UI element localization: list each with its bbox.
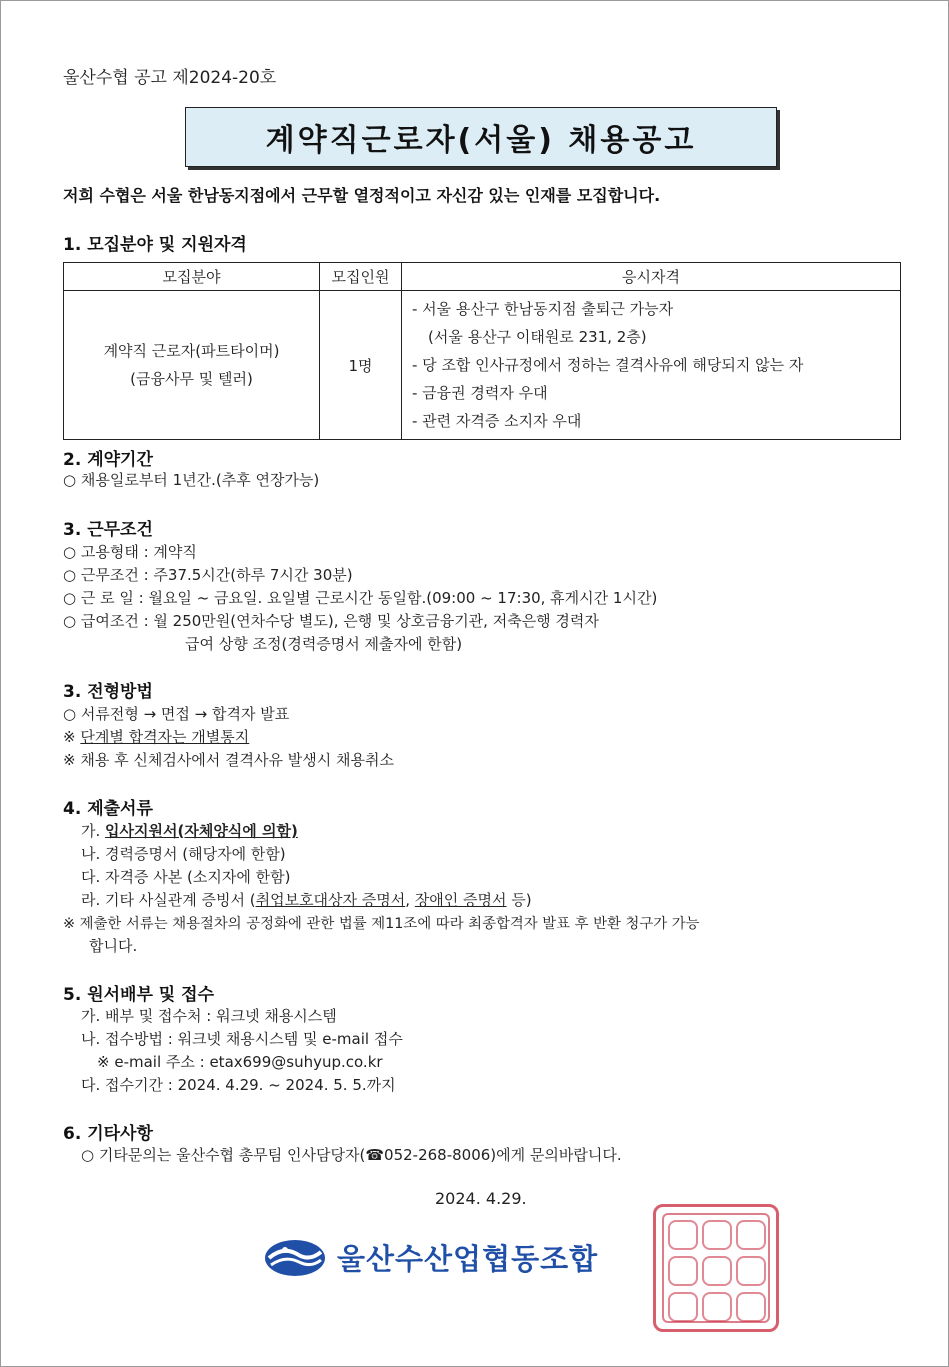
document-item-4-sep: , xyxy=(405,891,415,909)
document-item-4-prefix: 라. 기타 사실관계 증빙서 ( xyxy=(81,891,256,909)
title-box xyxy=(185,107,777,167)
organization-name: 울산수산업협동조합 xyxy=(337,1242,599,1276)
contract-period-line: ○ 채용일로부터 1년간.(추후 연장가능) xyxy=(63,471,320,489)
document-item-3: 다. 자격증 사본 (소지자에 한함) xyxy=(81,868,291,886)
condition-line-2: ○ 근무조건 : 주37.5시간(하루 7시간 30분) xyxy=(63,566,353,584)
section6-heading: 6. 기타사항 xyxy=(63,1124,153,1144)
field-line-1: 계약직 근로자(파트타이머) xyxy=(103,342,280,360)
organization-block xyxy=(263,1237,598,1278)
section4-heading: 4. 제출서류 xyxy=(63,799,153,819)
document-item-1-prefix: 가. xyxy=(81,822,106,840)
recruitment-table xyxy=(63,262,901,440)
selection-line-1: ○ 서류전형 → 면접 → 합격자 발표 xyxy=(63,705,290,723)
qualification-1: - 서울 용산구 한남동지점 출퇴근 가능자 xyxy=(412,300,674,318)
document-item-4-suffix: 등) xyxy=(506,891,532,909)
document-note-2: 합니다. xyxy=(89,937,138,955)
selection-mark: ※ xyxy=(63,728,81,746)
selection-heading: 3. 전형방법 xyxy=(63,682,153,702)
condition-line-1: ○ 고용형태 : 계약직 xyxy=(63,543,197,561)
document-item-4 xyxy=(81,889,532,910)
qualification-5: - 관련 자격증 소지자 우대 xyxy=(412,412,582,430)
section2-heading: 2. 계약기간 xyxy=(63,450,153,470)
field-line-2: (금융사무 및 텔러) xyxy=(130,370,253,388)
document-item-1 xyxy=(81,820,298,841)
table-header-row xyxy=(64,263,901,291)
email-line: ※ e-mail 주소 : etax699@suhyup.co.kr xyxy=(97,1053,383,1071)
application-period-line: 다. 접수기간 : 2024. 4.29. ~ 2024. 5. 5.까지 xyxy=(81,1076,396,1094)
application-line-2: 나. 접수방법 : 워크넷 채용시스템 및 e-mail 접수 xyxy=(81,1030,403,1048)
selection-line-2 xyxy=(63,726,249,747)
official-seal-icon xyxy=(653,1204,779,1332)
notice-date: 2024. 4.29. xyxy=(435,1189,527,1208)
qualification-4: - 금융권 경력자 우대 xyxy=(412,384,548,402)
header-count: 모집인원 xyxy=(320,263,402,291)
selection-notice: 단계별 합격자는 개별통지 xyxy=(80,728,250,746)
header-qualification: 응시자격 xyxy=(402,263,901,291)
document-item-4-u1: 취업보호대상자 증명서 xyxy=(255,891,406,909)
section5-heading: 5. 원서배부 및 접수 xyxy=(63,985,214,1005)
application-line-1: 가. 배부 및 접수처 : 워크넷 채용시스템 xyxy=(81,1007,337,1025)
document-item-1-text: 입사지원서(자체양식에 의함) xyxy=(105,822,298,840)
document-item-4-u2: 장애인 증명서 xyxy=(414,891,507,909)
page-title: 계약직근로자(서울) 채용공고 xyxy=(265,123,697,158)
condition-line-5: 급여 상향 조정(경력증명서 제출자에 한함) xyxy=(185,635,463,653)
document-item-2: 나. 경력증명서 (해당자에 한함) xyxy=(81,845,286,863)
section3-heading: 3. 근무조건 xyxy=(63,520,153,540)
notice-number: 울산수협 공고 제2024-20호 xyxy=(63,68,277,88)
document-note-1: ※ 제출한 서류는 채용절차의 공정화에 관한 법률 제11조에 따라 최종합격자 발표 후 반환 청구가 가능 xyxy=(63,916,700,932)
cell-qualification xyxy=(402,291,901,440)
qualification-2: (서울 용산구 이태원로 231, 2층) xyxy=(428,328,647,346)
condition-line-3: ○ 근 로 일 : 월요일 ~ 금요일. 요일별 근로시간 동일함.(09:00 ~ 17:30, 휴게시간 1시간) xyxy=(63,589,658,607)
cell-count: 1명 xyxy=(320,291,402,440)
selection-line-3: ※ 채용 후 신체검사에서 결격사유 발생시 채용취소 xyxy=(63,751,394,769)
qualification-3: - 당 조합 인사규정에서 정하는 결격사유에 해당되지 않는 자 xyxy=(412,356,804,374)
contact-line: ○ 기타문의는 울산수협 총무팀 인사담당자(☎052-268-8006)에게 문의바랍니다. xyxy=(81,1146,622,1164)
header-field: 모집분야 xyxy=(64,263,320,291)
condition-line-4: ○ 급여조건 : 월 250만원(연차수당 별도), 은행 및 상호금융기관, 저축은행 경력자 xyxy=(63,612,599,630)
cell-field xyxy=(64,291,320,440)
table-row xyxy=(64,291,901,440)
intro-text: 저희 수협은 서울 한남동지점에서 근무할 열정적이고 자신감 있는 인재를 모집합니다. xyxy=(63,186,661,205)
section1-heading: 1. 모집분야 및 지원자격 xyxy=(63,235,247,255)
organization-logo-icon xyxy=(263,1238,327,1278)
